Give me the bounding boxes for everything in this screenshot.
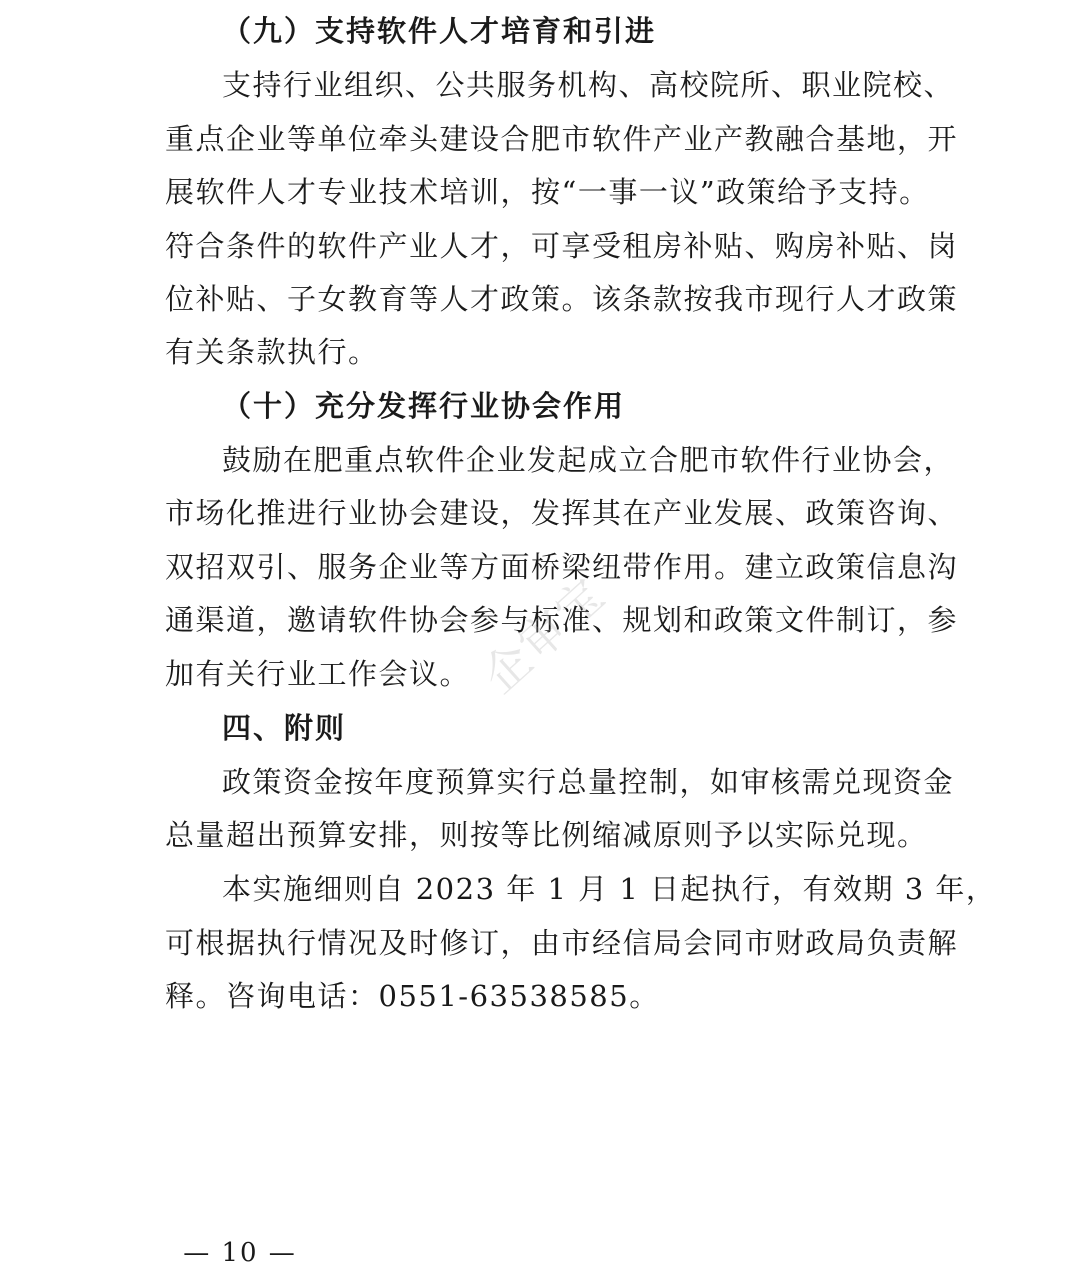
section-9-line-6: 有关条款执行。: [165, 335, 379, 369]
chapter-4-para-2-line-1: 本实施细则自 2023 年 1 月 1 日起执行，有效期 3 年，: [222, 872, 997, 906]
section-10-line-1: 鼓励在肥重点软件企业发起成立合肥市软件行业协会，: [222, 443, 955, 477]
section-9-line-4: 符合条件的软件产业人才，可享受租房补贴、购房补贴、岗: [165, 229, 959, 263]
section-9-heading: （九）支持软件人才培育和引进: [222, 14, 657, 48]
chapter-4-para-2-line-3: 释。咨询电话：0551-63538585。: [165, 979, 660, 1013]
section-9-line-2: 重点企业等单位牵头建设合肥市软件产业产教融合基地，开: [165, 122, 959, 156]
chapter-4-heading: 四、附则: [222, 711, 347, 745]
chapter-4-para-1-line-2: 总量超出预算安排，则按等比例缩减原则予以实际兑现。: [165, 818, 928, 852]
section-9-line-5: 位补贴、子女教育等人才政策。该条款按我市现行人才政策: [165, 282, 959, 316]
section-10-line-2: 市场化推进行业协会建设，发挥其在产业发展、政策咨询、: [165, 496, 959, 530]
section-9-line-3: 展软件人才专业技术培训，按“一事一议”政策给予支持。: [165, 175, 930, 209]
section-10-line-5: 加有关行业工作会议。: [165, 657, 471, 691]
page-number: — 10 —: [183, 1238, 297, 1268]
section-9-line-1: 支持行业组织、公共服务机构、高校院所、职业院校、: [222, 68, 955, 102]
watermark: 企审宝: [472, 566, 616, 704]
section-10-line-4: 通渠道，邀请软件协会参与标准、规划和政策文件制订，参: [165, 603, 959, 637]
chapter-4-para-2-line-2: 可根据执行情况及时修订，由市经信局会同市财政局负责解: [165, 926, 959, 960]
section-10-heading: （十）充分发挥行业协会作用: [222, 389, 626, 423]
chapter-4-para-1-line-1: 政策资金按年度预算实行总量控制，如审核需兑现资金: [222, 765, 955, 799]
section-10-line-3: 双招双引、服务企业等方面桥梁纽带作用。建立政策信息沟: [165, 550, 959, 584]
